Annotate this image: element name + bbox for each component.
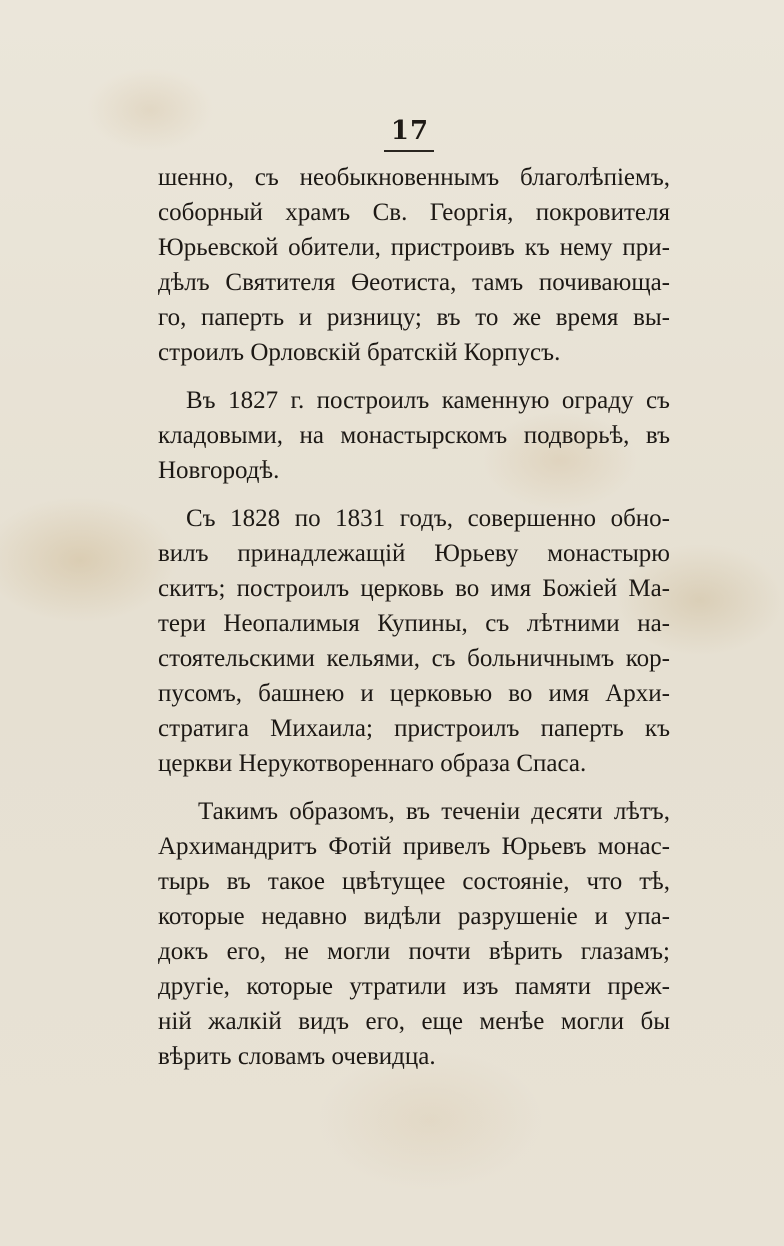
text-line: го, паперть и ризницу; въ то же время вы- xyxy=(158,304,670,331)
paragraph-1 xyxy=(158,160,670,370)
text-line: Въ 1827 г. построилъ каменную ограду съ xyxy=(186,387,670,414)
text-line: стратига Михаила; пристроилъ паперть къ xyxy=(158,715,670,742)
text-line: ній жалкій видъ его, еще менѣе могли бы xyxy=(158,1008,670,1035)
text-line: Такимъ образомъ, въ теченіи десяти лѣтъ, xyxy=(198,798,670,825)
text-line: Архимандритъ Фотій привелъ Юрьевъ монас- xyxy=(158,833,670,860)
page-number-rule xyxy=(384,150,434,152)
text-line: Новгородѣ. xyxy=(158,457,280,484)
text-line: строилъ Орловскій братскій Корпусъ. xyxy=(158,339,561,366)
text-line: докъ его, не могли почти вѣрить глазамъ; xyxy=(158,938,670,965)
text-line: которые недавно видѣли разрушеніе и упа- xyxy=(158,903,670,930)
text-line: вилъ принадлежащій Юрьеву монастырю xyxy=(158,540,670,567)
text-line: стоятельскими кельями, съ больничнымъ кор- xyxy=(158,645,670,672)
text-line: соборный храмъ Св. Георгія, покровителя xyxy=(158,199,670,226)
text-line: скитъ; построилъ церковь во имя Божіей Ма- xyxy=(158,575,670,602)
body-text xyxy=(158,160,670,1074)
paragraph-4 xyxy=(158,794,670,1074)
text-line: тери Неопалимыя Купины, съ лѣтними на- xyxy=(158,610,670,637)
text-line: другіе, которые утратили изъ памяти преж- xyxy=(158,973,670,1000)
text-line: кладовыми, на монастырскомъ подворьѣ, въ xyxy=(158,422,670,449)
text-line: дѣлъ Святителя Өеотиста, тамъ почивающа- xyxy=(158,269,670,296)
text-line: Юрьевской обители, пристроивъ къ нему при- xyxy=(158,234,670,261)
paragraph-3 xyxy=(158,501,670,781)
text-line: вѣрить словамъ очевидца. xyxy=(158,1043,436,1070)
text-line: шенно, съ необыкновеннымъ благолѣпіемъ, xyxy=(158,164,670,191)
text-line: тырь въ такое цвѣтущее состояніе, что тѣ, xyxy=(158,868,670,895)
page-number: 17 xyxy=(390,116,430,146)
text-line: пусомъ, башнею и церковью во имя Архи- xyxy=(158,680,670,707)
text-line: церкви Нерукотвореннаго образа Спаса. xyxy=(158,750,587,777)
text-line: Съ 1828 по 1831 годъ, совершенно обно- xyxy=(186,505,670,532)
paragraph-2 xyxy=(158,383,670,488)
